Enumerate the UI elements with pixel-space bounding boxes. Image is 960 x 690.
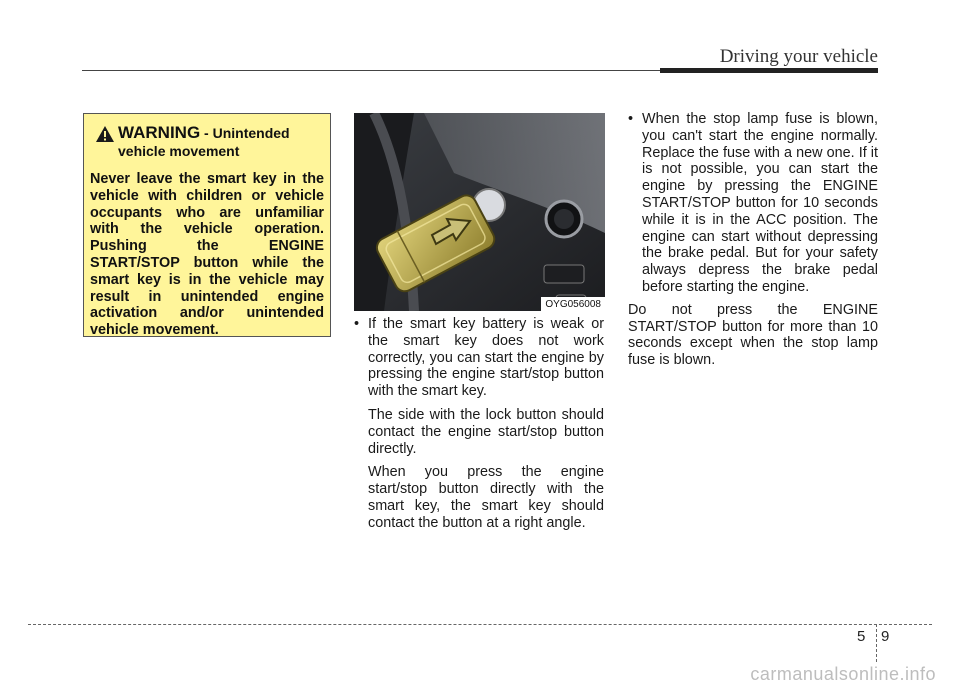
warning-title: WARNING <box>118 123 201 142</box>
figure-code: OYG056008 <box>541 297 605 311</box>
header-title: Driving your vehicle <box>719 46 878 67</box>
right-column <box>628 111 878 369</box>
watermark: carmanualsonline.info <box>750 664 936 684</box>
bullet-marker: • <box>354 316 360 332</box>
warning-subtitle-line2: vehicle movement <box>118 143 240 159</box>
header-rule <box>82 70 682 71</box>
header-rule-accent <box>660 68 878 73</box>
warning-box <box>83 113 331 337</box>
warning-triangle-icon <box>95 125 115 143</box>
bullet-text: If the smart key battery is weak or the smart key does not work correctly, you can start the engine by pressing the engine start/stop button with the smart key. <box>368 316 604 400</box>
page-number-value: 9 <box>881 628 890 645</box>
warning-subtitle: - Unintended <box>200 125 290 141</box>
chapter-number: 5 <box>857 628 866 645</box>
bullet-marker: • <box>628 111 634 127</box>
footer-rule <box>28 624 932 625</box>
bullet-text: When the stop lamp fuse is blown, you can't start the engine normally. Replace the fuse with a new one. If it is not possible, you can start the engine by pressing the ENGINE START/STOP button for 10 seconds while it is in the ACC position. The engine can start without depressing the brake pedal. But for your safety always depress the brake pedal before starting the engine. <box>642 111 878 295</box>
list-item <box>354 316 604 400</box>
warning-heading <box>90 123 324 159</box>
page-number <box>857 628 897 664</box>
smart-key-illustration <box>354 113 605 311</box>
list-item <box>628 111 878 296</box>
smart-key-photo <box>354 113 605 311</box>
middle-column <box>354 316 604 532</box>
paragraph: Do not press the ENGINE START/STOP button for more than 10 seconds except when the stop lamp fuse is blown. <box>628 301 878 369</box>
paragraph: The side with the lock button should contact the engine start/stop button directly. <box>368 406 604 457</box>
warning-body: Never leave the smart key in the vehicle with children or vehicle occupants who are unfamiliar with the vehicle operation. Pushing the ENGINE START/STOP button while the smart key is in the vehicle may result in unintended engine activation and/or unintended vehicle movement. <box>90 171 324 339</box>
page-number-divider <box>876 624 877 662</box>
paragraph: When you press the engine start/stop button directly with the smart key, the smart key should contact the button at a right angle. <box>368 464 604 531</box>
